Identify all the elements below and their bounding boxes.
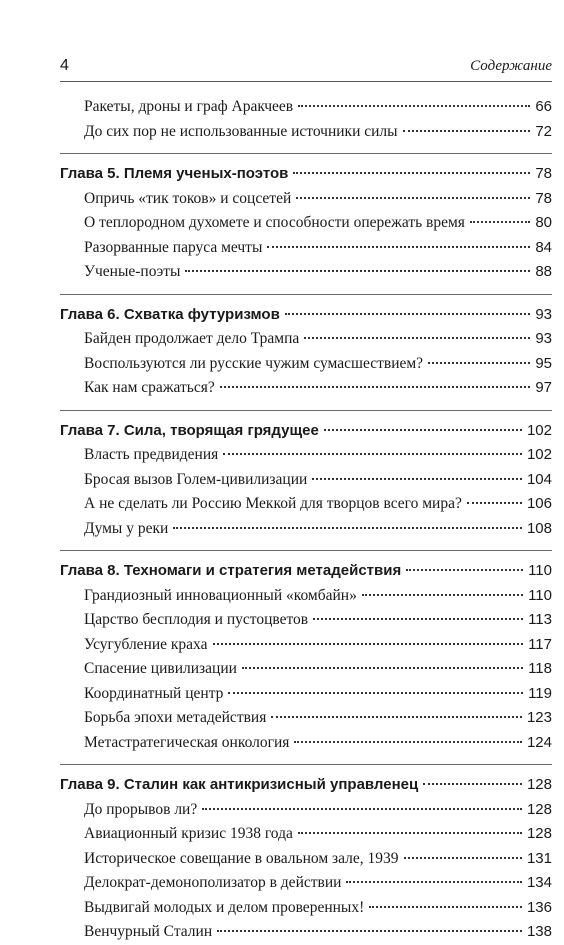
toc-entry-title: Спасение цивилизации <box>84 660 237 677</box>
toc-entry <box>60 896 552 921</box>
dot-leader <box>312 478 522 480</box>
dot-leader <box>298 105 530 107</box>
toc-entry-page: 131 <box>526 849 552 867</box>
toc-entry-page: 134 <box>526 874 552 891</box>
dot-leader <box>217 930 522 932</box>
page-header <box>60 57 552 81</box>
toc-entry <box>60 95 552 120</box>
toc-entry-page: 97 <box>535 379 552 396</box>
toc-entry-page: 123 <box>526 709 552 726</box>
dot-leader <box>324 429 522 431</box>
chapter-heading-page: 128 <box>526 776 552 793</box>
chapter-heading-title: Глава 5. Племя ученых-поэтов <box>60 165 289 182</box>
toc-entry-page: 118 <box>528 660 552 677</box>
dot-leader <box>213 643 524 645</box>
chapter-heading <box>60 773 552 798</box>
dot-leader <box>242 667 523 669</box>
toc-entry-page: 104 <box>526 470 552 488</box>
dot-leader <box>428 362 530 364</box>
toc-entry <box>60 187 552 212</box>
chapter-group <box>60 162 552 285</box>
toc-entry-page: 88 <box>535 263 552 280</box>
chapter-divider <box>60 410 552 411</box>
table-of-contents <box>60 95 552 945</box>
toc-entry-page: 93 <box>535 330 552 347</box>
dot-leader <box>298 832 522 834</box>
toc-entry <box>60 327 552 352</box>
toc-entry-title: Делократ-демонополизатор в действии <box>84 874 342 891</box>
dot-leader <box>369 906 522 908</box>
chapter-divider <box>60 294 552 295</box>
dot-leader <box>406 569 523 571</box>
dot-leader <box>423 783 522 785</box>
toc-entry-title: Выдвигай молодых и делом проверенных! <box>84 898 365 916</box>
toc-entry <box>60 798 552 823</box>
chapter-heading <box>60 419 552 444</box>
dot-leader <box>403 130 531 132</box>
dot-leader <box>294 741 522 743</box>
toc-entry <box>60 211 552 236</box>
toc-entry <box>60 468 552 493</box>
toc-entry <box>60 822 552 847</box>
toc-entry-page: 95 <box>535 354 552 372</box>
chapter-heading <box>60 303 552 328</box>
chapter-group <box>60 95 552 144</box>
toc-entry-title: Авиационный кризис 1938 года <box>84 825 293 842</box>
toc-entry <box>60 871 552 896</box>
toc-entry-page: 80 <box>535 214 552 231</box>
toc-entry-page: 110 <box>528 586 552 604</box>
chapter-heading-title: Глава 9. Сталин как антикризисный управленец <box>60 776 419 793</box>
toc-entry-title: Власть предвидения <box>84 446 219 463</box>
toc-entry <box>60 376 552 401</box>
dot-leader <box>362 594 523 596</box>
chapter-divider <box>60 550 552 551</box>
running-title: Содержание <box>470 58 552 74</box>
toc-entry-title: Разорванные паруса мечты <box>84 238 263 256</box>
chapter-heading <box>60 162 552 187</box>
dot-leader <box>346 881 522 883</box>
chapter-heading-page: 102 <box>526 421 552 439</box>
dot-leader <box>185 270 530 272</box>
chapter-heading-page: 110 <box>528 562 552 579</box>
toc-entry <box>60 920 552 945</box>
toc-entry-title: Опричь «тик токов» и соцсетей <box>84 189 292 207</box>
toc-entry-title: Воспользуются ли русские чужим сумасшествием? <box>84 354 424 372</box>
toc-entry-title: Венчурный Сталин <box>84 923 213 940</box>
dot-leader <box>313 618 523 620</box>
chapter-divider <box>60 764 552 765</box>
toc-entry-title: А не сделать ли Россию Меккой для творцов всего мира? <box>84 495 462 512</box>
toc-entry-title: Координатный центр <box>84 684 224 702</box>
page-number: 4 <box>60 57 69 74</box>
toc-entry-page: 128 <box>526 800 552 818</box>
toc-entry-title: Бросая вызов Голем-цивилизации <box>84 470 308 488</box>
chapter-heading <box>60 559 552 584</box>
toc-entry-title: О теплородном духомете и способности опережать время <box>84 214 465 231</box>
dot-leader <box>467 502 522 504</box>
chapter-group <box>60 559 552 755</box>
dot-leader <box>293 172 530 174</box>
toc-entry-title: Борьба эпохи метадействия <box>84 709 267 726</box>
toc-entry-title: До сих пор не использованные источники силы <box>84 122 398 140</box>
toc-entry-page: 128 <box>526 825 552 842</box>
toc-entry <box>60 352 552 377</box>
toc-entry <box>60 706 552 731</box>
toc-entry-page: 117 <box>528 635 552 653</box>
toc-entry-page: 102 <box>526 446 552 463</box>
header-rule <box>60 81 552 82</box>
dot-leader <box>304 337 530 339</box>
chapter-heading-page: 78 <box>535 165 552 182</box>
chapter-heading-page: 93 <box>535 305 552 323</box>
chapter-heading-title: Глава 8. Техномаги и стратегия метадействия <box>60 562 402 579</box>
dot-leader <box>285 313 531 315</box>
dot-leader <box>296 197 530 199</box>
toc-entry-page: 84 <box>535 238 552 256</box>
toc-entry-title: Ракеты, дроны и граф Аракчеев <box>84 98 294 115</box>
dot-leader <box>228 692 523 694</box>
dot-leader <box>470 221 530 223</box>
toc-entry-page: 78 <box>535 189 552 207</box>
toc-entry-page: 106 <box>526 495 552 512</box>
toc-entry <box>60 633 552 658</box>
toc-entry-title: Думы у реки <box>84 519 169 537</box>
toc-entry <box>60 443 552 468</box>
toc-entry-title: Метастратегическая онкология <box>84 733 290 751</box>
chapter-group <box>60 303 552 401</box>
toc-entry-title: Байден продолжает дело Трампа <box>84 330 300 347</box>
toc-entry <box>60 731 552 756</box>
toc-entry-title: Грандиозный инновационный «комбайн» <box>84 586 357 604</box>
dot-leader <box>173 527 522 529</box>
dot-leader <box>202 808 522 810</box>
toc-entry-title: Историческое совещание в овальном зале, 1939 <box>84 849 399 867</box>
toc-entry <box>60 236 552 261</box>
toc-entry-page: 138 <box>526 923 552 940</box>
toc-entry-page: 72 <box>535 122 552 140</box>
toc-entry <box>60 120 552 145</box>
toc-entry <box>60 492 552 517</box>
dot-leader <box>223 453 522 455</box>
toc-entry <box>60 657 552 682</box>
toc-entry-title: Ученые-поэты <box>84 263 181 280</box>
dot-leader <box>267 246 530 248</box>
toc-entry <box>60 608 552 633</box>
toc-entry <box>60 517 552 542</box>
toc-entry <box>60 682 552 707</box>
dot-leader <box>271 716 522 718</box>
chapter-group <box>60 419 552 542</box>
toc-entry <box>60 847 552 872</box>
toc-entry-page: 113 <box>528 611 552 628</box>
toc-entry-page: 119 <box>528 684 552 702</box>
toc-entry-title: Как нам сражаться? <box>84 379 215 396</box>
toc-entry-page: 136 <box>526 898 552 916</box>
chapter-heading-title: Глава 6. Схватка футуризмов <box>60 305 280 323</box>
toc-entry <box>60 584 552 609</box>
toc-entry-page: 66 <box>535 98 552 115</box>
toc-entry-title: Усугубление краха <box>84 635 208 653</box>
dot-leader <box>220 386 531 388</box>
toc-entry-title: Царство бесплодия и пустоцветов <box>84 611 309 628</box>
dot-leader <box>404 857 522 859</box>
toc-entry-page: 124 <box>526 733 552 751</box>
chapter-group <box>60 773 552 945</box>
toc-entry <box>60 260 552 285</box>
chapter-heading-title: Глава 7. Сила, творящая грядущее <box>60 421 319 439</box>
chapter-divider <box>60 153 552 154</box>
toc-entry-page: 108 <box>526 519 552 537</box>
toc-entry-title: До прорывов ли? <box>84 800 198 818</box>
